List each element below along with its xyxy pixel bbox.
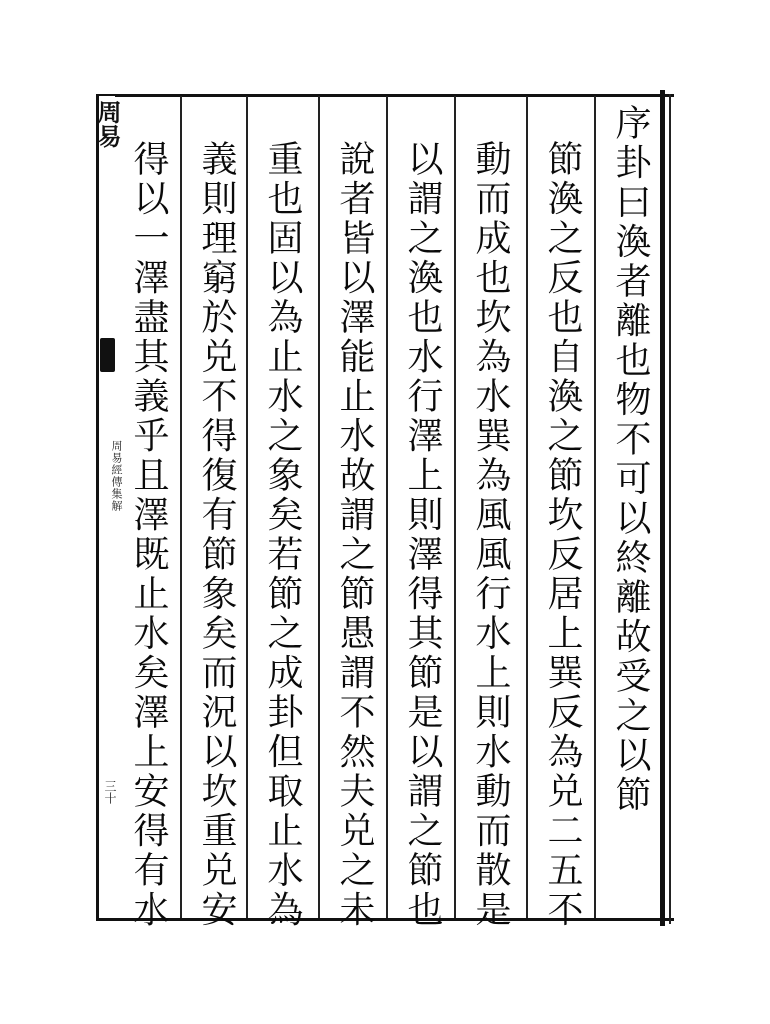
fold-head-title: 周易 [93, 100, 122, 148]
text-column-3: 動而成也坎為水巽為風風行水上則水動而散是 [470, 140, 511, 930]
column-divider [526, 96, 528, 918]
fold-page-number: 三十 [103, 780, 117, 804]
column-divider [454, 96, 456, 918]
fold-fishtail-mark [100, 338, 115, 372]
frame-right-inner-border [669, 94, 671, 924]
text-column-7: 義則理窮於兑不得復有節象矣而況以坎重兑安 [196, 140, 237, 930]
text-column-2: 節渙之反也自渙之節坎反居上巽反為兑二五不 [542, 140, 583, 930]
frame-right-border [660, 90, 665, 926]
frame-top-border [96, 94, 674, 97]
fold-book-title: 周易經傳集解 [110, 440, 123, 512]
text-column-5: 說者皆以澤能止水故謂之節愚謂不然夫兑之未 [334, 140, 375, 930]
column-divider [246, 96, 248, 918]
text-column-8: 得以一澤盡其義乎且澤既止水矣澤上安得有水 [128, 140, 169, 930]
column-divider [386, 96, 388, 918]
column-divider [180, 96, 182, 918]
column-divider [594, 96, 596, 918]
text-column-4: 以謂之渙也水行澤上則澤得其節是以謂之節也 [402, 140, 443, 930]
column-divider [318, 96, 320, 918]
text-column-6: 重也固以為止水之象矣若節之成卦但取止水為 [262, 140, 303, 930]
text-column-1: 序卦曰渙者離也物不可以終離故受之以節 [610, 104, 651, 815]
